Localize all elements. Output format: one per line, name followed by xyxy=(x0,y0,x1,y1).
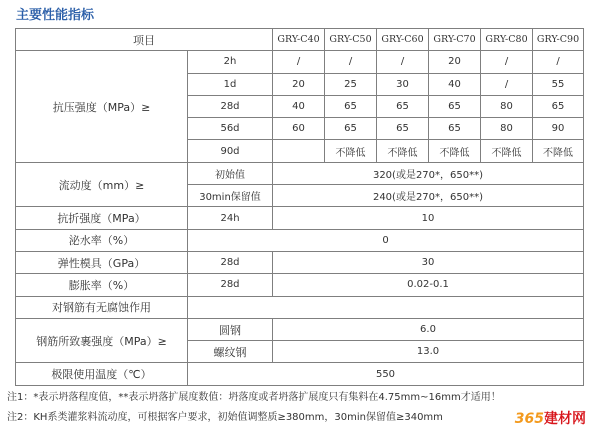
value-cell xyxy=(273,140,325,162)
bleeding-label: 泌水率（%） xyxy=(16,229,188,251)
merged-value-cell: 550 xyxy=(188,363,584,385)
value-cell: 55 xyxy=(533,73,584,95)
age-cell: 90d xyxy=(188,140,273,162)
value-cell: 不降低 xyxy=(533,140,584,162)
performance-table xyxy=(15,28,584,386)
value-cell: 65 xyxy=(377,95,429,117)
table-row xyxy=(16,51,584,73)
merged-value-cell: 10 xyxy=(273,207,584,229)
value-cell: 不降低 xyxy=(481,140,533,162)
condition-cell: 螺纹钢 xyxy=(188,341,273,363)
merged-value-cell: 240(或是270*，650**) xyxy=(273,185,584,207)
value-cell: 65 xyxy=(429,118,481,140)
value-cell: / xyxy=(481,51,533,73)
value-cell: 20 xyxy=(273,73,325,95)
expansion-label: 膨胀率（%） xyxy=(16,274,188,296)
note-line: 注2：KH系类灌浆料流动度，可根据客户要求，初始值调整质≥380mm，30min保留值≥340mm xyxy=(7,412,443,423)
merged-value-cell: 6.0 xyxy=(273,318,584,340)
flexural-label: 抗折强度（MPa） xyxy=(16,207,188,229)
table-row xyxy=(16,251,584,273)
watermark-number: 365 xyxy=(514,411,544,427)
merged-value-cell: 320(或是270*，650**) xyxy=(273,162,584,184)
grade-header: GRY-C70 xyxy=(429,29,481,51)
value-cell: 不降低 xyxy=(377,140,429,162)
merged-value-cell: 30 xyxy=(273,251,584,273)
age-cell: 28d xyxy=(188,95,273,117)
flow-label: 流动度（mm）≥ xyxy=(16,162,188,207)
header-row xyxy=(16,29,584,51)
value-cell: 40 xyxy=(429,73,481,95)
grade-header: GRY-C90 xyxy=(533,29,584,51)
table-row xyxy=(16,229,584,251)
value-cell: / xyxy=(377,51,429,73)
table-row xyxy=(16,207,584,229)
value-cell: / xyxy=(325,51,377,73)
value-cell: / xyxy=(533,51,584,73)
watermark-text: 建材网 xyxy=(544,411,586,427)
value-cell: 20 xyxy=(429,51,481,73)
merged-value-cell: 0 xyxy=(188,229,584,251)
condition-cell: 初始值 xyxy=(188,162,273,184)
grade-header: GRY-C50 xyxy=(325,29,377,51)
grade-header: GRY-C60 xyxy=(377,29,429,51)
site-watermark-logo xyxy=(515,408,586,428)
bond-label: 钢筋所致裹强度（MPa）≥ xyxy=(16,318,188,363)
grade-header: GRY-C40 xyxy=(273,29,325,51)
page-title: 主要性能指标 xyxy=(16,8,95,23)
value-cell: 65 xyxy=(377,118,429,140)
condition-cell: 30min保留值 xyxy=(188,185,273,207)
age-cell: 56d xyxy=(188,118,273,140)
table-row xyxy=(16,296,584,318)
item-header: 项目 xyxy=(16,29,273,51)
condition-cell: 28d xyxy=(188,251,273,273)
grade-header: GRY-C80 xyxy=(481,29,533,51)
merged-value-cell xyxy=(188,296,584,318)
value-cell: 90 xyxy=(533,118,584,140)
value-cell: 65 xyxy=(325,118,377,140)
value-cell: 65 xyxy=(429,95,481,117)
value-cell: 65 xyxy=(325,95,377,117)
age-cell: 1d xyxy=(188,73,273,95)
merged-value-cell: 13.0 xyxy=(273,341,584,363)
value-cell: / xyxy=(273,51,325,73)
temperature-label: 极限使用温度（℃） xyxy=(16,363,188,385)
value-cell: 65 xyxy=(533,95,584,117)
age-cell: 2h xyxy=(188,51,273,73)
modulus-label: 弹性模具（GPa） xyxy=(16,251,188,273)
table-row xyxy=(16,318,584,340)
value-cell: 80 xyxy=(481,118,533,140)
compressive-label: 抗压强度（MPa）≥ xyxy=(16,51,188,162)
table-row xyxy=(16,162,584,184)
value-cell: 25 xyxy=(325,73,377,95)
value-cell: 不降低 xyxy=(325,140,377,162)
condition-cell: 圆钢 xyxy=(188,318,273,340)
condition-cell: 28d xyxy=(188,274,273,296)
corrosion-label: 对钢筋有无腐蚀作用 xyxy=(16,296,188,318)
value-cell: / xyxy=(481,73,533,95)
value-cell: 40 xyxy=(273,95,325,117)
value-cell: 80 xyxy=(481,95,533,117)
note-line: 注1：*表示坍落程度值，**表示坍落扩展度数值：坍落度或者坍落扩展度只有集料在4.75mm~16mm才适用！ xyxy=(7,392,501,403)
table-row xyxy=(16,363,584,385)
merged-value-cell: 0.02-0.1 xyxy=(273,274,584,296)
value-cell: 60 xyxy=(273,118,325,140)
value-cell: 不降低 xyxy=(429,140,481,162)
value-cell: 30 xyxy=(377,73,429,95)
table-row xyxy=(16,274,584,296)
notes xyxy=(7,388,501,428)
condition-cell: 24h xyxy=(188,207,273,229)
